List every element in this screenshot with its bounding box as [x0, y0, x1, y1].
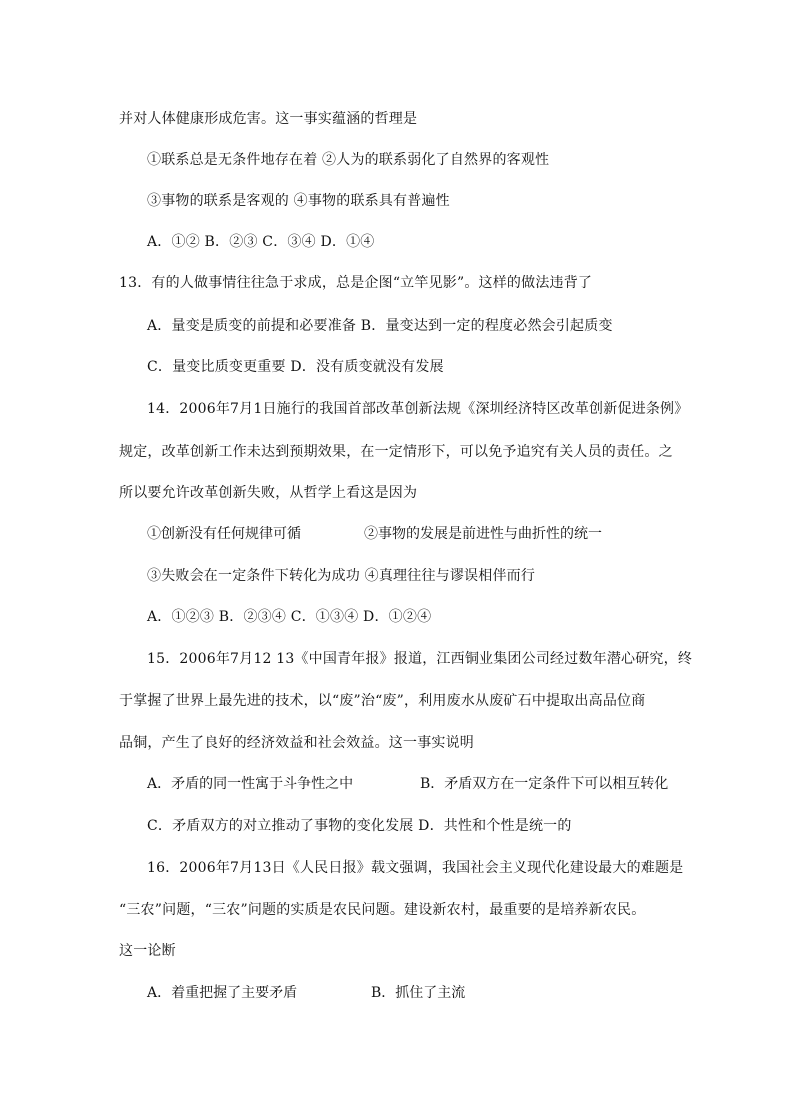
question-12-options-row-1: ①联系总是无条件地存在着 ②人为的联系弱化了自然界的客观性 [147, 152, 550, 168]
question-15-choice-b: B．矛盾双方在一定条件下可以相互转化 [420, 776, 669, 792]
question-13-choices-cd: C．量变比质变更重要 D．没有质变就没有发展 [147, 359, 444, 375]
question-14-stem-line-3: 所以要允许改革创新失败，从哲学上看这是因为 [119, 485, 418, 501]
question-12-stem-tail: 并对人体健康形成危害。这一事实蕴涵的哲理是 [119, 111, 418, 127]
question-16-stem-line-1: 16．2006年7月13日《人民日报》载文强调，我国社会主义现代化建设最大的难题是 [147, 860, 684, 876]
question-15-choices-cd: C．矛盾双方的对立推动了事物的变化发展 D．共性和个性是统一的 [147, 818, 572, 834]
question-16-choice-a: A．着重把握了主要矛盾 [147, 985, 298, 1001]
question-14-stem-line-1: 14．2006年7月1日施行的我国首部改革创新法规《深圳经济特区改革创新促进条例》 [147, 401, 689, 417]
question-15-stem-line-1: 15．2006年7月12 13《中国青年报》报道，江西铜业集团公司经过数年潜心研究，终 [147, 651, 693, 667]
question-12-options-row-2: ③事物的联系是客观的 ④事物的联系具有普遍性 [147, 193, 450, 209]
question-12-answer-choices: A．①② B．②③ C．③④ D．①④ [147, 234, 375, 250]
question-14-option-2: ②事物的发展是前进性与曲折性的统一 [364, 526, 602, 542]
question-13-stem: 13．有的人做事情往往急于求成，总是企图“立竿见影”。这样的做法违背了 [119, 275, 593, 291]
question-14-option-1: ①创新没有任何规律可循 [147, 526, 301, 542]
question-16-stem-line-2: “三农”问题，“三农”问题的实质是农民问题。建设新农村，最重要的是培养新农民。 [119, 902, 646, 918]
question-14-answer-choices: A．①②③ B．②③④ C．①③④ D．①②④ [147, 609, 432, 625]
question-15-stem-line-3: 品铜，产生了良好的经济效益和社会效益。这一事实说明 [119, 735, 474, 751]
question-15-stem-line-2: 于掌握了世界上最先进的技术，以“废”治“废”，利用废水从废矿石中提取出高品位商 [119, 693, 646, 709]
question-14-options-3-4: ③失败会在一定条件下转化为成功 ④真理往往与谬误相伴而行 [147, 568, 536, 584]
question-16-choice-b: B．抓住了主流 [371, 985, 466, 1001]
question-14-stem-line-2: 规定，改革创新工作未达到预期效果，在一定情形下，可以免予追究有关人员的责任。之 [119, 444, 673, 460]
question-13-choices-ab: A．量变是质变的前提和必要准备 B．量变达到一定的程度必然会引起质变 [147, 318, 613, 334]
question-15-choice-a: A．矛盾的同一性寓于斗争性之中 [147, 776, 354, 792]
question-16-stem-line-3: 这一论断 [119, 943, 176, 959]
